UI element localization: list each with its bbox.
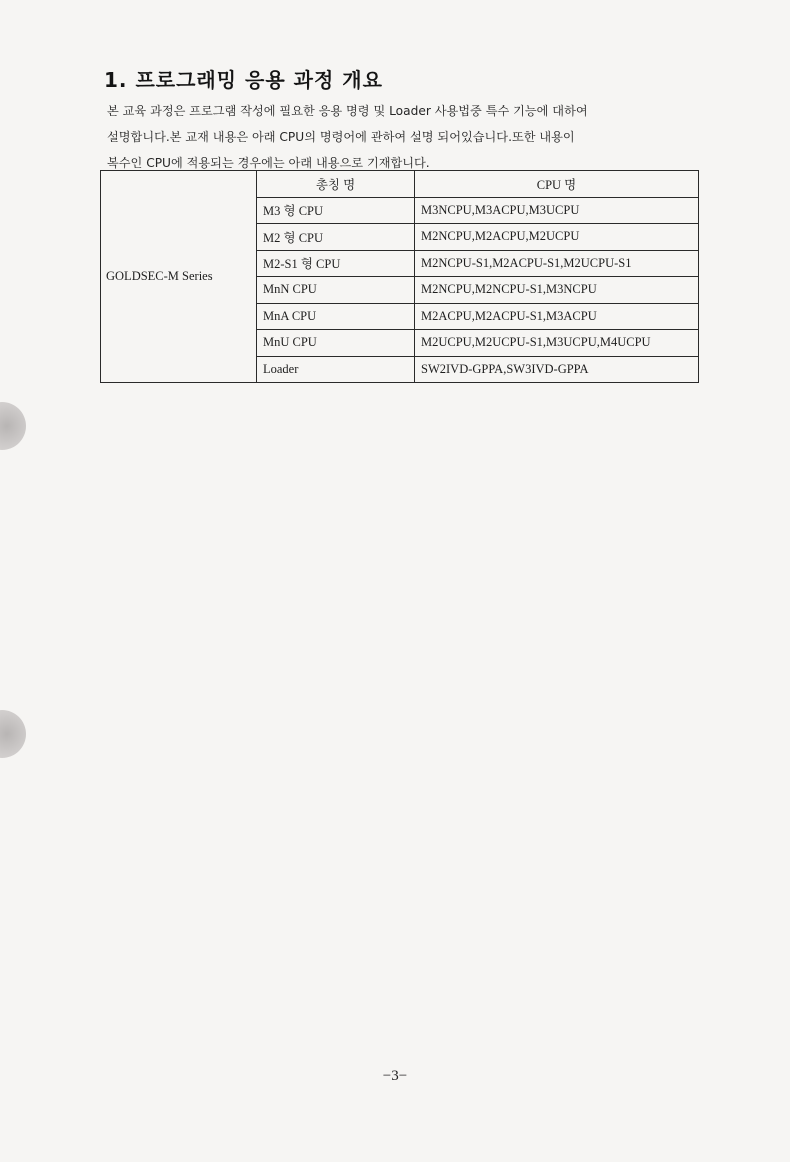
series-cell: GOLDSEC-M Series [101, 171, 257, 383]
row-cpu: SW2IVD-GPPA,SW3IVD-GPPA [415, 356, 699, 383]
header-name: 총칭 명 [257, 171, 415, 198]
row-cpu: M2UCPU,M2UCPU-S1,M3UCPU,M4UCPU [415, 330, 699, 357]
intro-line-2: 설명합니다.본 교재 내용은 아래 CPU의 명령어에 관하여 설명 되어있습니다.또한 내용이 [107, 130, 575, 144]
row-name: M3 형 CPU [257, 197, 415, 224]
row-cpu: M2NCPU,M2ACPU,M2UCPU [415, 224, 699, 251]
row-cpu: M3NCPU,M3ACPU,M3UCPU [415, 197, 699, 224]
punch-hole-bottom [0, 710, 26, 758]
punch-hole-top [0, 402, 26, 450]
intro-line-3: 복수인 CPU에 적용되는 경우에는 아래 내용으로 기재합니다. [107, 156, 430, 170]
intro-paragraph [107, 98, 697, 176]
row-name: M2-S1 형 CPU [257, 250, 415, 277]
page-number: −3− [382, 1068, 408, 1084]
table-header-row [101, 171, 699, 198]
row-name: MnA CPU [257, 303, 415, 330]
section-heading: 1. 프로그래밍 응용 과정 개요 [104, 68, 383, 92]
row-cpu: M2NCPU-S1,M2ACPU-S1,M2UCPU-S1 [415, 250, 699, 277]
row-name: MnU CPU [257, 330, 415, 357]
row-cpu: M2ACPU,M2ACPU-S1,M3ACPU [415, 303, 699, 330]
row-name: MnN CPU [257, 277, 415, 304]
row-name: Loader [257, 356, 415, 383]
intro-line-1: 본 교육 과정은 프로그램 작성에 필요한 응용 명령 및 Loader 사용법중 특수 기능에 대하여 [107, 104, 588, 118]
header-cpu: CPU 명 [415, 171, 699, 198]
row-name: M2 형 CPU [257, 224, 415, 251]
cpu-table [100, 170, 699, 383]
row-cpu: M2NCPU,M2NCPU-S1,M3NCPU [415, 277, 699, 304]
